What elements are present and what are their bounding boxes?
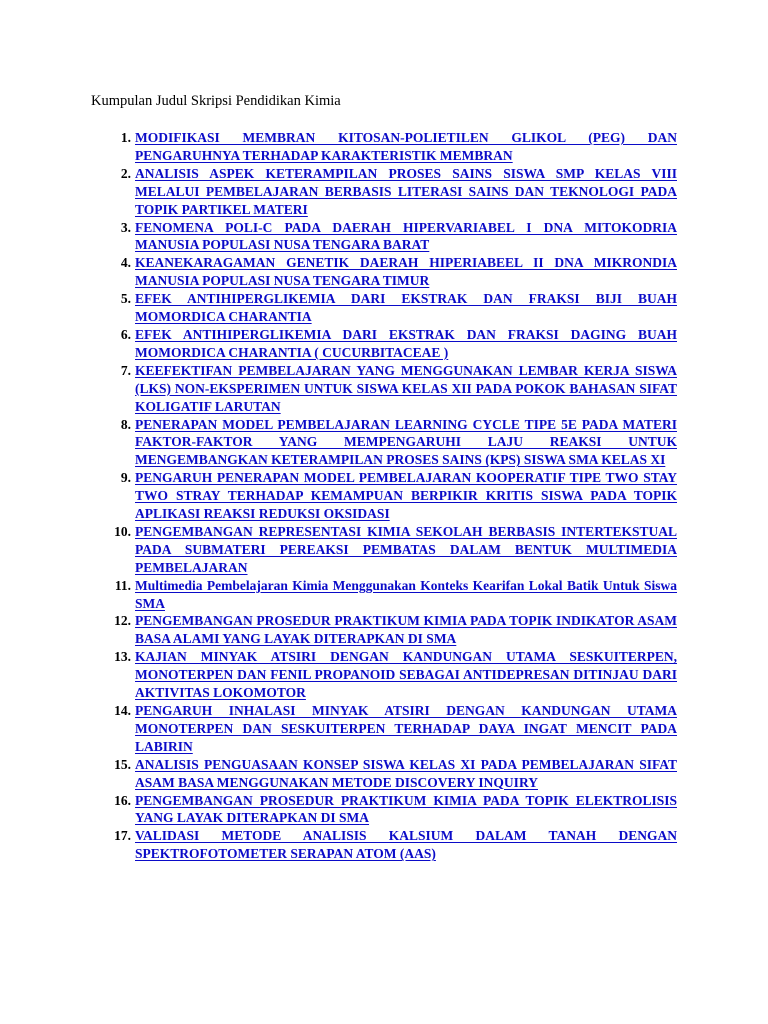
item-number: 14. bbox=[114, 703, 131, 718]
item-number: 9. bbox=[120, 470, 131, 486]
item-number: 13. bbox=[114, 649, 131, 665]
thesis-title-link[interactable]: KAJIAN MINYAK ATSIRI DENGAN KANDUNGAN UTAMA SESKUITERPEN, MONOTERPEN DAN FENIL PROPANOID SEBAGAI ANTIDEPRESAN DITINJAU DARI AKTIVITAS LOKOMOTOR bbox=[135, 649, 677, 701]
list-item bbox=[91, 648, 677, 702]
document-title: Kumpulan Judul Skripsi Pendidikan Kimia bbox=[91, 93, 341, 109]
item-number: 16. bbox=[114, 792, 131, 808]
thesis-title-link[interactable]: VALIDASI METODE ANALISIS KALSIUM DALAM TANAH DENGAN SPEKTROFOTOMETER SERAPAN ATOM (AAS) bbox=[135, 828, 677, 862]
list-item bbox=[91, 756, 677, 792]
thesis-title-list bbox=[91, 129, 677, 863]
list-item bbox=[91, 827, 677, 863]
item-number: 11. bbox=[114, 577, 131, 593]
list-item bbox=[91, 290, 677, 326]
item-number: 6. bbox=[120, 326, 131, 342]
list-item bbox=[91, 577, 677, 613]
list-item bbox=[91, 469, 677, 523]
thesis-title-link[interactable]: ANALISIS ASPEK KETERAMPILAN PROSES SAINS SISWA SMP KELAS VIII MELALUI PEMBELAJARAN BERBASIS LITERASI SAINS DAN TEKNOLOGI PADA TOPIK PARTIKEL MATERI bbox=[135, 165, 677, 217]
list-item bbox=[91, 416, 677, 470]
list-item bbox=[91, 702, 677, 756]
thesis-title-link[interactable]: EFEK ANTIHIPERGLIKEMIA DARI EKSTRAK DAN FRAKSI DAGING BUAH MOMORDICA CHARANTIA ( CUCURBITACEAE ) bbox=[135, 326, 677, 360]
thesis-title-link[interactable]: MODIFIKASI MEMBRAN KITOSAN-POLIETILEN GLIKOL (PEG) DAN PENGARUHNYA TERHADAP KARAKTERISTIK MEMBRAN bbox=[135, 130, 677, 163]
thesis-title-link[interactable]: PENGEMBANGAN PROSEDUR PRAKTIKUM KIMIA PADA TOPIK INDIKATOR ASAM BASA ALAMI YANG LAYAK DITERAPKAN DI SMA bbox=[135, 613, 677, 647]
list-item bbox=[91, 792, 677, 828]
thesis-title-link[interactable]: PENERAPAN MODEL PEMBELAJARAN LEARNING CYCLE TIPE 5E PADA MATERI FAKTOR-FAKTOR YANG MEMPENGARUHI LAJU REAKSI UNTUK MENGEMBANGKAN KETERAMPILAN PROSES SAINS (KPS) SISWA SMA KELAS XI bbox=[135, 416, 677, 468]
item-number: 7. bbox=[120, 362, 131, 378]
item-number: 2. bbox=[120, 165, 131, 181]
thesis-title-link[interactable]: PENGARUH INHALASI MINYAK ATSIRI DENGAN KANDUNGAN UTAMA MONOTERPEN DAN SESKUITERPEN TERHADAP DAYA INGAT MENCIT PADA LABIRIN bbox=[135, 703, 677, 754]
item-number: 5. bbox=[120, 291, 131, 307]
list-item bbox=[91, 362, 677, 416]
list-item bbox=[91, 254, 677, 290]
list-item bbox=[91, 129, 677, 165]
thesis-title-link[interactable]: KEEFEKTIFAN PEMBELAJARAN YANG MENGGUNAKAN LEMBAR KERJA SISWA (LKS) NON-EKSPERIMEN UNTUK SISWA KELAS XII PADA POKOK BAHASAN SIFAT KOLIGATIF LARUTAN bbox=[135, 362, 677, 414]
thesis-title-link[interactable]: PENGEMBANGAN PROSEDUR PRAKTIKUM KIMIA PADA TOPIK ELEKTROLISIS YANG LAYAK DITERAPKAN DI SMA bbox=[135, 792, 677, 826]
list-item bbox=[91, 219, 677, 255]
thesis-title-link[interactable]: ANALISIS PENGUASAAN KONSEP SISWA KELAS XI PADA PEMBELAJARAN SIFAT ASAM BASA MENGGUNAKAN METODE DISCOVERY INQUIRY bbox=[135, 756, 677, 790]
list-item bbox=[91, 612, 677, 648]
item-number: 4. bbox=[120, 255, 131, 271]
thesis-title-link[interactable]: FENOMENA POLI-C PADA DAERAH HIPERVARIABEL I DNA MITOKODRIA MANUSIA POPULASI NUSA TENGARA BARAT bbox=[135, 219, 677, 253]
item-number: 12. bbox=[114, 613, 131, 629]
thesis-title-link[interactable]: EFEK ANTIHIPERGLIKEMIA DARI EKSTRAK DAN FRAKSI BIJI BUAH MOMORDICA CHARANTIA bbox=[135, 291, 677, 325]
thesis-title-link[interactable]: PENGEMBANGAN REPRESENTASI KIMIA SEKOLAH BERBASIS INTERTEKSTUAL PADA SUBMATERI PEREAKSI PEMBATAS DALAM BENTUK MULTIMEDIA PEMBELAJARAN bbox=[135, 523, 677, 575]
item-number: 8. bbox=[120, 416, 131, 432]
thesis-title-link[interactable]: PENGARUH PENERAPAN MODEL PEMBELAJARAN KOOPERATIF TIPE TWO STAY TWO STRAY TERHADAP KEMAMPUAN BERPIKIR KRITIS SISWA PADA TOPIK APLIKASI REAKSI REDUKSI OKSIDASI bbox=[135, 470, 677, 522]
thesis-title-link[interactable]: KEANEKARAGAMAN GENETIK DAERAH HIPERIABEEL II DNA MIKRONDIA MANUSIA POPULASI NUSA TENGARA TIMUR bbox=[135, 255, 677, 289]
item-number: 3. bbox=[120, 219, 131, 235]
item-number: 17. bbox=[114, 828, 131, 844]
thesis-title-link[interactable]: Multimedia Pembelajaran Kimia Menggunakan Konteks Kearifan Lokal Batik Untuk Siswa SMA bbox=[135, 577, 677, 611]
list-item bbox=[91, 165, 677, 219]
item-number: 1. bbox=[120, 130, 131, 145]
item-number: 10. bbox=[114, 523, 131, 539]
item-number: 15. bbox=[114, 756, 131, 772]
list-item bbox=[91, 326, 677, 362]
list-item bbox=[91, 523, 677, 577]
